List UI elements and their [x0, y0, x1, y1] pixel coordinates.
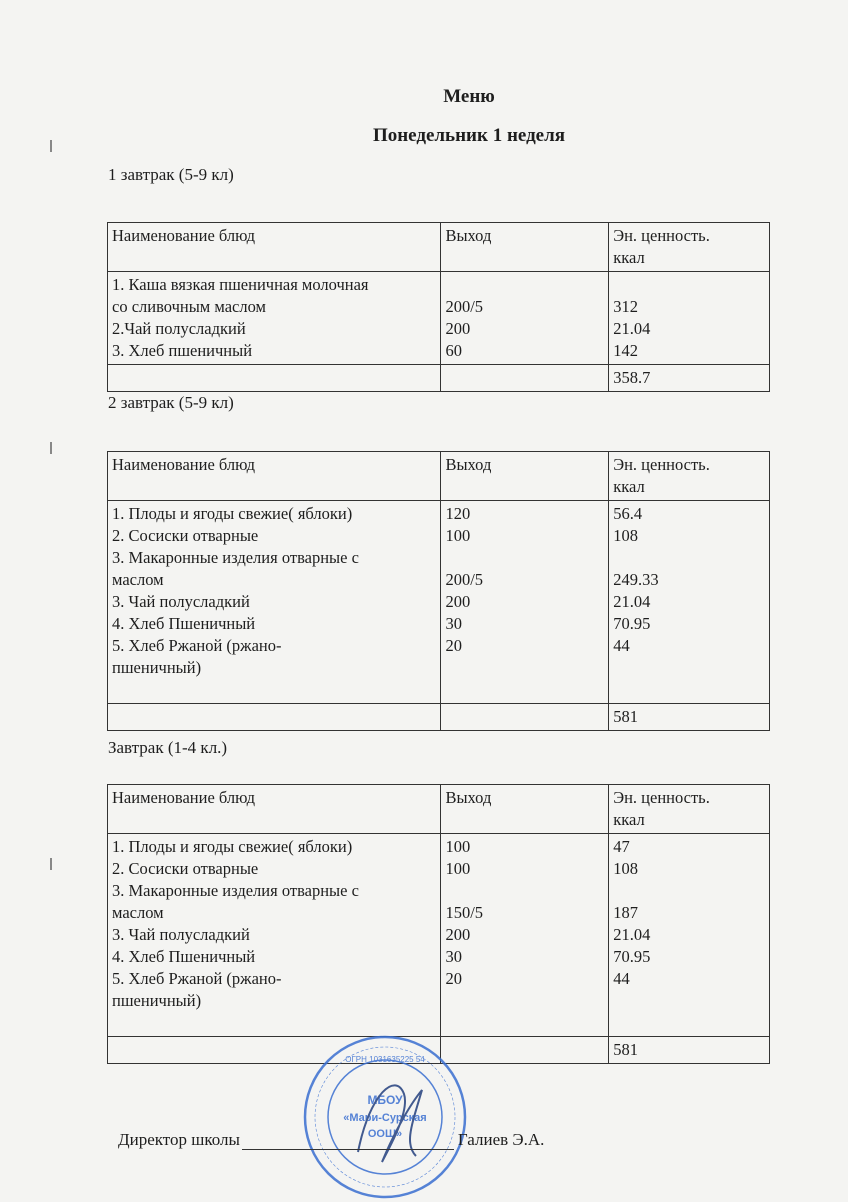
- energy-cell: [609, 834, 770, 1037]
- section-label-breakfast-2: 2 завтрак (5-9 кл): [108, 393, 234, 412]
- dish-name: 1. Плоды и ягоды свежие( яблоки): [112, 837, 353, 856]
- scan-mark: [50, 442, 52, 454]
- header-output: Выход: [441, 223, 609, 272]
- section-label-breakfast-1: 1 завтрак (5-9 кл): [108, 165, 234, 184]
- header-energy-line1: Эн. ценность.: [613, 226, 710, 245]
- energy-value: 56.4: [613, 504, 643, 523]
- dish-name: маслом: [112, 903, 164, 922]
- energy-cell: [609, 501, 770, 704]
- total-row: [108, 365, 770, 392]
- header-energy: [609, 452, 770, 501]
- official-stamp: [300, 1032, 470, 1202]
- energy-value: [613, 880, 765, 902]
- output-value: 20: [445, 636, 462, 655]
- stamp-ogrn: ОГРН 1031635225 54: [345, 1055, 425, 1064]
- header-energy: [609, 785, 770, 834]
- menu-table-breakfast-2: [107, 451, 770, 731]
- menu-table-breakfast-1: [107, 222, 770, 392]
- dish-name: 2. Сосиски отварные: [112, 526, 259, 545]
- dish-name: маслом: [112, 570, 164, 589]
- header-name: Наименование блюд: [108, 452, 441, 501]
- output-value: 200: [445, 592, 471, 611]
- dish-name: со сливочным маслом: [112, 297, 266, 316]
- page-title: Меню: [443, 86, 495, 107]
- table-header-row: [108, 223, 770, 272]
- output-cell: [441, 834, 609, 1037]
- output-value: 150/5: [445, 903, 484, 922]
- menu-table-breakfast-junior: [107, 784, 770, 1064]
- dish-name: пшеничный): [112, 658, 202, 677]
- energy-value: 21.04: [613, 319, 651, 338]
- output-cell: [441, 272, 609, 365]
- output-value: 200: [445, 925, 471, 944]
- energy-value: 312: [613, 297, 638, 316]
- header-energy: [609, 223, 770, 272]
- output-value: [445, 880, 604, 902]
- header-name: Наименование блюд: [108, 223, 441, 272]
- dish-name: 3. Макаронные изделия отварные с: [112, 881, 359, 900]
- stamp-short: ООШ»: [367, 1128, 403, 1140]
- output-value: 200/5: [445, 570, 484, 589]
- energy-value: 249.33: [613, 570, 659, 589]
- total-value: 581: [609, 704, 770, 731]
- table-header-row: [108, 785, 770, 834]
- director-role: Директор школы: [118, 1130, 240, 1149]
- stamp-org: МБОУ: [367, 1093, 403, 1107]
- energy-value: 142: [613, 341, 638, 360]
- total-value: 581: [609, 1037, 770, 1064]
- energy-cell: [609, 272, 770, 365]
- signature-line: [118, 1130, 544, 1150]
- dish-name: 3. Чай полусладкий: [112, 925, 250, 944]
- dish-name: 4. Хлеб Пшеничный: [112, 614, 256, 633]
- output-value: [445, 547, 604, 569]
- energy-value: 70.95: [613, 947, 651, 966]
- energy-value: 187: [613, 903, 638, 922]
- output-value: 100: [445, 526, 471, 545]
- dish-name: 1. Плоды и ягоды свежие( яблоки): [112, 504, 353, 523]
- output-value: 30: [445, 614, 462, 633]
- header-energy-line2: ккал: [613, 810, 645, 829]
- header-output: Выход: [441, 452, 609, 501]
- table-row: [108, 272, 770, 365]
- dish-name: 3. Хлеб пшеничный: [112, 341, 253, 360]
- output-value: 100: [445, 837, 471, 856]
- director-name: Галиев Э.А.: [457, 1130, 545, 1149]
- dish-name: 3. Чай полусладкий: [112, 592, 250, 611]
- output-value: 200: [445, 319, 471, 338]
- output-value: 20: [445, 969, 462, 988]
- page-subtitle: Понедельник 1 неделя: [372, 125, 566, 146]
- dish-name: 2. Сосиски отварные: [112, 859, 259, 878]
- energy-value: 21.04: [613, 925, 651, 944]
- energy-value: 108: [613, 859, 638, 878]
- header-energy-line1: Эн. ценность.: [613, 455, 710, 474]
- dish-name: 1. Каша вязкая пшеничная молочная: [112, 275, 369, 294]
- header-energy-line2: ккал: [613, 477, 645, 496]
- dish-name: 5. Хлеб Ржаной (ржано-: [112, 969, 282, 988]
- total-value: 358.7: [609, 365, 770, 392]
- output-value: 200/5: [445, 297, 484, 316]
- stamp-school: «Мари-Сурская: [343, 1112, 427, 1124]
- energy-value: [613, 274, 765, 296]
- header-energy-line2: ккал: [613, 248, 645, 267]
- dish-names-cell: [108, 834, 441, 1037]
- table-row: [108, 834, 770, 1037]
- header-output: Выход: [441, 785, 609, 834]
- energy-value: [613, 547, 765, 569]
- energy-value: 21.04: [613, 592, 651, 611]
- dish-name: пшеничный): [112, 991, 202, 1010]
- scan-mark: [50, 858, 52, 870]
- dish-name: 4. Хлеб Пшеничный: [112, 947, 256, 966]
- dish-name: 3. Макаронные изделия отварные с: [112, 548, 359, 567]
- section-label-breakfast-junior: Завтрак (1-4 кл.): [108, 738, 228, 757]
- signature-underline: [242, 1132, 454, 1150]
- energy-value: 44: [613, 636, 630, 655]
- total-row: [108, 704, 770, 731]
- dish-name: 2.Чай полусладкий: [112, 319, 246, 338]
- dish-name: 5. Хлеб Ржаной (ржано-: [112, 636, 282, 655]
- output-value: 60: [445, 341, 462, 360]
- energy-value: 108: [613, 526, 638, 545]
- output-value: [445, 274, 604, 296]
- energy-value: 44: [613, 969, 630, 988]
- energy-value: 70.95: [613, 614, 651, 633]
- output-value: 120: [445, 504, 471, 523]
- scan-mark: [50, 140, 52, 152]
- table-row: [108, 501, 770, 704]
- output-value: 100: [445, 859, 471, 878]
- header-energy-line1: Эн. ценность.: [613, 788, 710, 807]
- energy-value: 47: [613, 837, 630, 856]
- dish-names-cell: [108, 501, 441, 704]
- header-name: Наименование блюд: [108, 785, 441, 834]
- output-cell: [441, 501, 609, 704]
- table-header-row: [108, 452, 770, 501]
- dish-names-cell: [108, 272, 441, 365]
- output-value: 30: [445, 947, 462, 966]
